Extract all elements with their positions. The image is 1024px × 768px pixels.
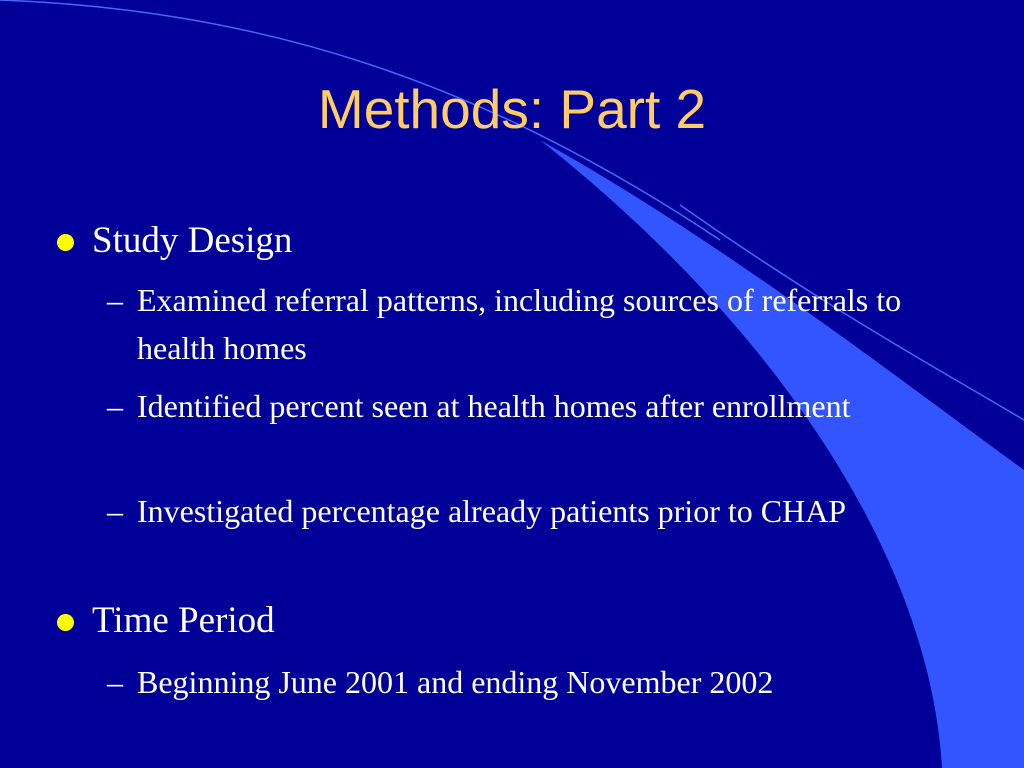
bullet-dot-icon — [57, 234, 74, 251]
dash-icon: – — [107, 493, 123, 529]
dash-icon: – — [107, 388, 123, 424]
list-item: Investigated percentage already patients prior to CHAP — [137, 493, 847, 529]
list-item: Identified percent seen at health homes after enrollment — [137, 388, 851, 424]
dash-icon: – — [107, 282, 123, 318]
bullet-dot-icon — [57, 614, 74, 631]
section-heading: Time Period — [92, 600, 275, 641]
section-heading: Study Design — [92, 220, 293, 261]
slide-title: Methods: Part 2 — [317, 78, 707, 140]
list-item: Beginning June 2001 and ending November 2002 — [137, 664, 774, 700]
list-item: Examined referral patterns, including sources of referrals to health homes — [137, 282, 902, 366]
dash-icon: – — [107, 664, 123, 700]
